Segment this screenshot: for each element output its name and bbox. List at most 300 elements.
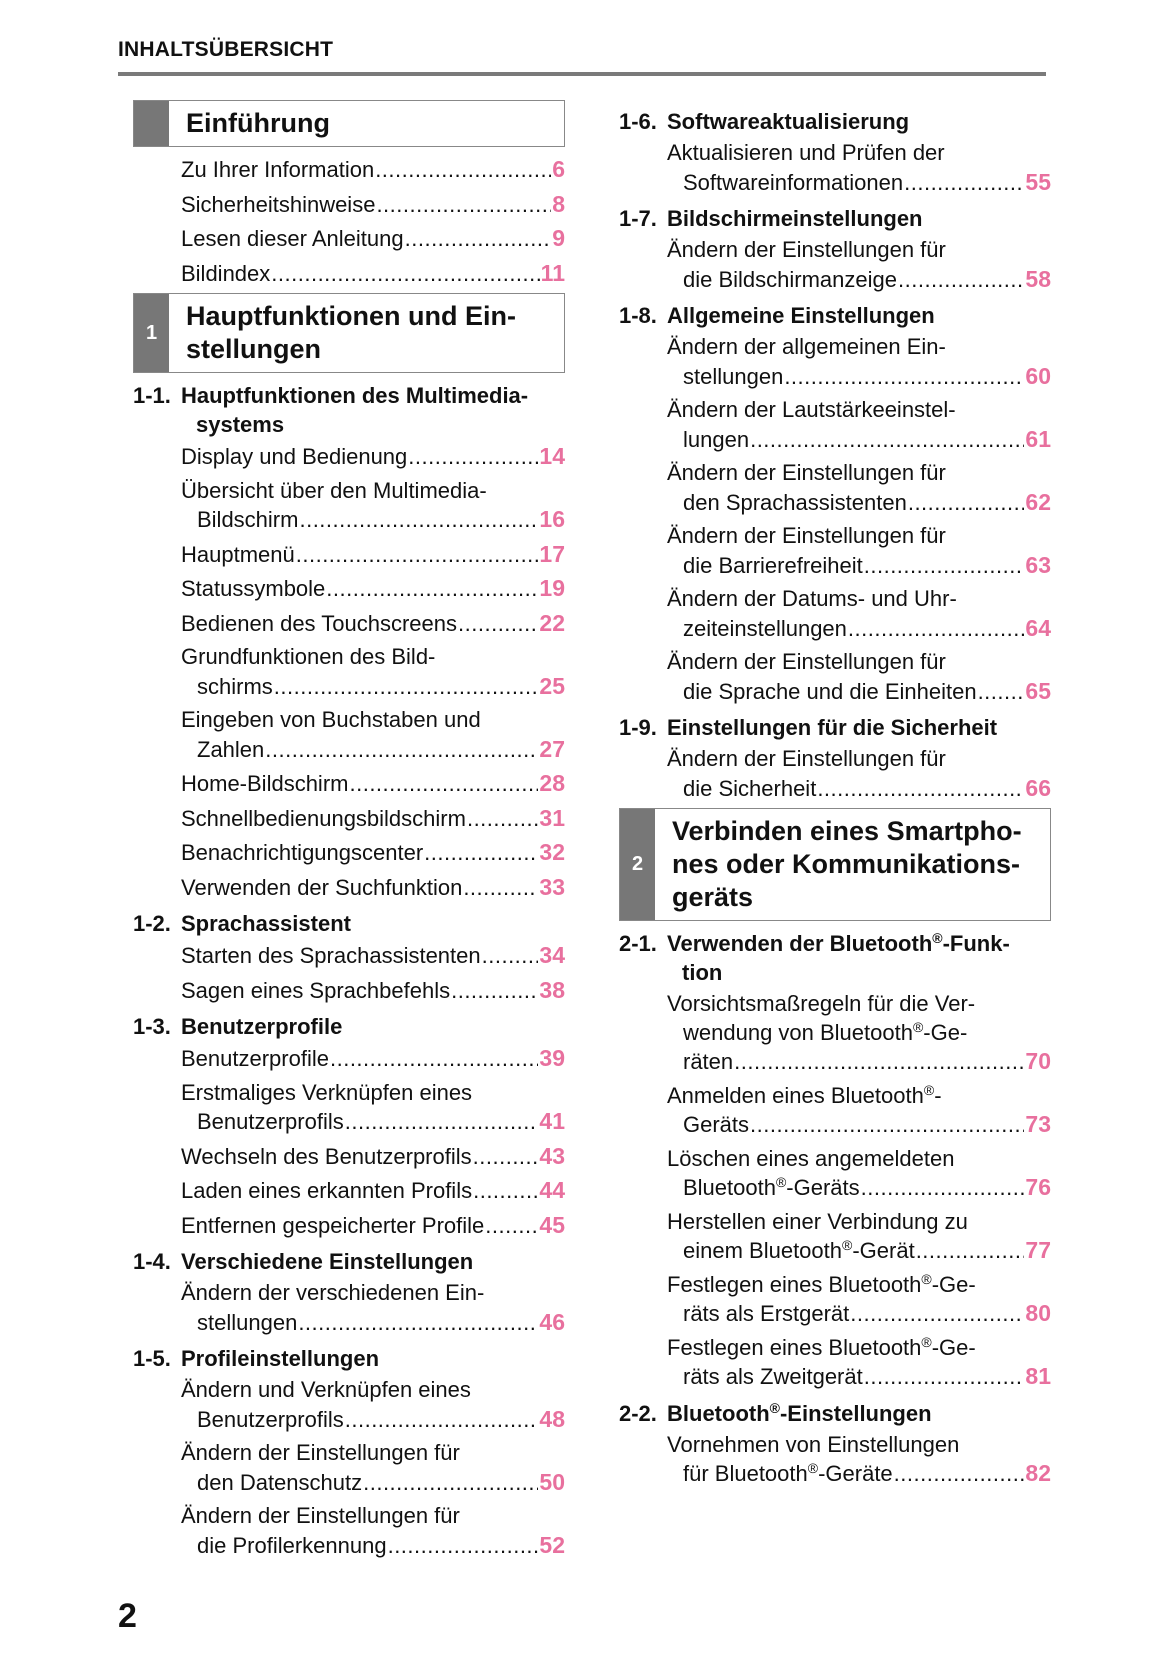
toc-entry-line: Ändern der Einstellungen für bbox=[667, 460, 946, 485]
toc-entry[interactable] bbox=[667, 459, 1051, 517]
toc-entry[interactable] bbox=[181, 1079, 565, 1137]
toc-entry-line: Ändern der Einstellungen für bbox=[667, 523, 946, 548]
section-heading[interactable] bbox=[133, 909, 565, 938]
toc-right-column bbox=[619, 100, 1051, 1494]
page-reference[interactable]: 65 bbox=[1025, 677, 1051, 704]
dot-leader bbox=[904, 169, 1024, 198]
toc-entry-line: Ändern der Lautstärkeeinstel- bbox=[667, 397, 956, 422]
page-reference[interactable]: 55 bbox=[1025, 168, 1051, 195]
toc-entry[interactable] bbox=[667, 139, 1051, 197]
section-heading[interactable] bbox=[619, 1399, 1051, 1428]
toc-entry[interactable] bbox=[667, 648, 1051, 706]
dot-leader bbox=[326, 575, 538, 604]
chapter-heading bbox=[619, 808, 1051, 921]
toc-entry-line: Vorsichtsmaßregeln für die Ver- bbox=[667, 991, 976, 1016]
dot-leader bbox=[349, 770, 538, 799]
page-reference[interactable]: 17 bbox=[539, 540, 565, 567]
toc-entry-text: Bildschirm bbox=[197, 507, 299, 532]
section-title bbox=[667, 929, 1051, 987]
page-reference[interactable]: 44 bbox=[539, 1177, 565, 1203]
toc-entry-line bbox=[181, 1531, 565, 1561]
dot-leader bbox=[458, 610, 538, 639]
toc-entry-line bbox=[181, 505, 565, 535]
toc-entry-text: die Profilerkennung bbox=[197, 1532, 387, 1558]
toc-entry-text: Lesen dieser Anleitung bbox=[181, 226, 404, 251]
chapter-tab bbox=[134, 101, 169, 146]
toc-entry-text: Sagen eines Sprachbefehls bbox=[181, 977, 451, 1003]
toc-entry[interactable] bbox=[667, 1082, 1051, 1140]
toc-entry[interactable] bbox=[667, 333, 1051, 391]
toc-entry-text: lungen bbox=[683, 426, 750, 452]
page-reference[interactable]: 45 bbox=[539, 1211, 565, 1238]
toc-entry-line bbox=[181, 155, 565, 185]
page-reference[interactable]: 6 bbox=[552, 156, 565, 182]
chapter-title bbox=[655, 809, 1030, 920]
toc-entry-line bbox=[181, 224, 565, 254]
section-title bbox=[667, 301, 1051, 330]
dot-leader bbox=[408, 443, 538, 472]
toc-entry-line bbox=[181, 1107, 565, 1137]
toc-entry-text: Zu Ihrer Information bbox=[181, 157, 375, 182]
toc-entry[interactable] bbox=[667, 1208, 1051, 1266]
section-number: 1-4. bbox=[133, 1249, 171, 1274]
toc-entry-line: Vornehmen von Einstellungen bbox=[667, 1431, 960, 1457]
toc-entry-text: den Datenschutz bbox=[197, 1469, 363, 1495]
toc-left-column bbox=[133, 100, 565, 1565]
dot-leader bbox=[463, 874, 538, 903]
dot-leader bbox=[817, 775, 1024, 804]
toc-entry-text: Zahlen bbox=[197, 736, 265, 762]
toc-entry-text: räten bbox=[683, 1049, 734, 1074]
toc-entry-line: Ändern der Einstellungen für bbox=[667, 746, 946, 771]
chapter-title: Einführung bbox=[186, 108, 330, 138]
dot-leader bbox=[864, 1363, 1025, 1392]
toc-entry-line bbox=[181, 1308, 565, 1338]
section-heading[interactable] bbox=[619, 929, 1051, 987]
toc-entry-text: Verwenden der Suchfunktion bbox=[181, 874, 463, 900]
dot-leader bbox=[485, 1212, 538, 1241]
toc-entry[interactable] bbox=[181, 706, 565, 764]
section-title bbox=[181, 1344, 565, 1373]
toc-entry[interactable] bbox=[181, 224, 565, 254]
section-heading[interactable] bbox=[133, 1247, 565, 1276]
dot-leader bbox=[482, 942, 539, 971]
toc-entry[interactable] bbox=[667, 1334, 1051, 1392]
toc-entry-text: für Bluetooth®-Geräte bbox=[683, 1460, 893, 1486]
section-number: 1-9. bbox=[619, 715, 657, 740]
toc-entry-line bbox=[181, 735, 565, 765]
section-heading[interactable] bbox=[133, 381, 565, 439]
page-reference[interactable]: 58 bbox=[1025, 265, 1051, 292]
dot-leader bbox=[850, 1300, 1024, 1329]
section-heading[interactable] bbox=[619, 107, 1051, 136]
toc-entry-text: Softwareinformationen bbox=[683, 169, 904, 195]
page-reference[interactable]: 14 bbox=[539, 443, 565, 469]
toc-entry-text: räts als Erstgerät bbox=[683, 1301, 850, 1326]
dot-leader bbox=[473, 1143, 539, 1172]
chapter-heading bbox=[133, 100, 565, 147]
section-number: 1-7. bbox=[619, 206, 657, 231]
section-title-line: Verwenden der Bluetooth®-Funk- bbox=[667, 930, 1010, 956]
toc-entry[interactable] bbox=[181, 540, 565, 570]
toc-entry-text: Benutzerprofils bbox=[197, 1109, 344, 1134]
toc-entry-line: Ändern der allgemeinen Ein- bbox=[667, 334, 946, 359]
toc-entry-line bbox=[181, 941, 565, 971]
section-title-line: Allgemeine Einstellungen bbox=[667, 303, 935, 328]
toc-entry-line bbox=[667, 1362, 1051, 1392]
section-title bbox=[667, 107, 1051, 136]
toc-entry[interactable] bbox=[181, 190, 565, 220]
toc-entry-text: Benutzerprofile bbox=[181, 1046, 329, 1071]
page-reference[interactable]: 66 bbox=[1025, 774, 1051, 801]
section-number: 1-8. bbox=[619, 303, 657, 328]
toc-entry-line bbox=[667, 614, 1051, 644]
toc-entry-line bbox=[667, 551, 1051, 581]
section-title-line: Bildschirmeinstellungen bbox=[667, 206, 923, 231]
toc-entry-line bbox=[667, 1173, 1051, 1203]
dot-leader bbox=[916, 1237, 1025, 1266]
toc-entry-text: Laden eines erkannten Profils bbox=[181, 1178, 473, 1203]
page-reference[interactable]: 64 bbox=[1025, 614, 1051, 641]
toc-entry-text: Wechseln des Benutzerprofils bbox=[181, 1143, 472, 1169]
section-title bbox=[181, 1247, 565, 1276]
chapter-tab: 1 bbox=[134, 294, 169, 372]
dot-leader bbox=[274, 673, 539, 702]
page-reference[interactable]: 25 bbox=[539, 672, 565, 699]
chapter-title-line: geräts bbox=[672, 882, 754, 912]
dot-leader bbox=[898, 266, 1024, 295]
toc-entry[interactable] bbox=[181, 1176, 565, 1206]
toc-entry-line: Erstmaliges Verknüpfen eines bbox=[181, 1079, 473, 1105]
dot-leader bbox=[848, 615, 1025, 644]
section-title-line: Bluetooth®-Einstellungen bbox=[667, 1399, 932, 1426]
header-divider bbox=[118, 72, 1046, 76]
page-reference[interactable]: 60 bbox=[1025, 362, 1051, 389]
toc-entry-text: schirms bbox=[197, 673, 273, 699]
page-reference[interactable]: 48 bbox=[539, 1405, 565, 1432]
toc-entry-text: stellungen bbox=[683, 363, 784, 389]
section-number: 1-3. bbox=[133, 1014, 171, 1039]
toc-entry-line bbox=[181, 442, 565, 472]
section-title-line: Hauptfunktionen des Multimedia- bbox=[181, 383, 529, 408]
page-reference[interactable]: 11 bbox=[540, 259, 565, 286]
toc-entry-line: wendung von Bluetooth®-Ge- bbox=[683, 1018, 968, 1045]
toc-entry-text: Hauptmenü bbox=[181, 541, 295, 567]
page-reference[interactable]: 43 bbox=[539, 1142, 565, 1169]
section-heading[interactable] bbox=[133, 1012, 565, 1041]
toc-entry[interactable] bbox=[181, 1142, 565, 1172]
dot-leader bbox=[330, 1045, 538, 1074]
toc-entry-line bbox=[181, 1405, 565, 1435]
toc-entry-text: Bluetooth®-Geräts bbox=[683, 1174, 860, 1200]
page-reference[interactable]: 19 bbox=[539, 575, 565, 601]
toc-entry-line: Ändern der Datums- und Uhr- bbox=[667, 586, 957, 611]
chapter-title-line: stellungen bbox=[186, 334, 322, 364]
toc-entry-line: Ändern der Einstellungen für bbox=[667, 237, 946, 262]
page-reference[interactable]: 31 bbox=[539, 804, 565, 831]
toc-entry-text: Schnellbedienungsbildschirm bbox=[181, 805, 466, 831]
dot-leader bbox=[861, 1174, 1025, 1203]
chapter-tab: 2 bbox=[620, 809, 655, 920]
toc-entry-line bbox=[181, 540, 565, 570]
section-title-line: Verschiedene Einstellungen bbox=[181, 1249, 474, 1274]
toc-entry-line bbox=[667, 1299, 1051, 1329]
page-reference[interactable]: 33 bbox=[539, 873, 565, 900]
page-reference[interactable]: 61 bbox=[1025, 425, 1051, 452]
page-reference[interactable]: 76 bbox=[1025, 1174, 1051, 1200]
toc-entry-line bbox=[181, 1211, 565, 1241]
section-title-line: Sprachassistent bbox=[181, 911, 351, 936]
toc-entry-line bbox=[667, 1047, 1051, 1077]
toc-entry-line bbox=[181, 976, 565, 1006]
toc-entry[interactable] bbox=[181, 976, 565, 1006]
dot-leader bbox=[363, 1469, 538, 1498]
toc-entry-line bbox=[667, 168, 1051, 198]
page-reference[interactable]: 82 bbox=[1025, 1460, 1051, 1486]
section-title bbox=[181, 381, 565, 439]
page-reference[interactable]: 22 bbox=[539, 609, 565, 636]
dot-leader bbox=[375, 156, 551, 185]
dot-leader bbox=[908, 489, 1025, 518]
toc-entry-line bbox=[181, 1044, 565, 1074]
toc-entry[interactable] bbox=[667, 522, 1051, 580]
toc-entry[interactable] bbox=[181, 873, 565, 903]
page-reference[interactable]: 39 bbox=[539, 1045, 565, 1071]
section-title bbox=[667, 713, 1051, 742]
toc-entry[interactable] bbox=[181, 1502, 565, 1560]
toc-entry[interactable] bbox=[181, 1211, 565, 1241]
toc-entry-line: Übersicht über den Multimedia- bbox=[181, 477, 487, 503]
dot-leader bbox=[894, 1460, 1025, 1489]
page-reference[interactable]: 34 bbox=[539, 942, 565, 968]
toc-entry-text: Statussymbole bbox=[181, 576, 326, 601]
toc-entry-line bbox=[181, 259, 565, 289]
toc-entry-line bbox=[181, 609, 565, 639]
page-reference[interactable]: 27 bbox=[539, 735, 565, 762]
toc-entry-text: die Sprache und die Einheiten bbox=[683, 678, 977, 704]
toc-entry[interactable] bbox=[181, 609, 565, 639]
toc-entry-text: Sicherheitshinweise bbox=[181, 191, 376, 217]
toc-entry-line bbox=[667, 677, 1051, 707]
toc-entry-line bbox=[181, 838, 565, 868]
toc-entry[interactable] bbox=[181, 477, 565, 535]
toc-entry[interactable] bbox=[181, 574, 565, 604]
toc-entry-text: stellungen bbox=[197, 1309, 298, 1335]
toc-entry[interactable] bbox=[667, 1431, 1051, 1489]
section-number: 1-2. bbox=[133, 911, 171, 936]
toc-entry[interactable] bbox=[181, 1376, 565, 1434]
toc-entry-line: Ändern der Einstellungen für bbox=[181, 1440, 460, 1465]
toc-entry-line bbox=[181, 672, 565, 702]
section-title-line: systems bbox=[196, 412, 285, 437]
dot-leader bbox=[784, 363, 1024, 392]
toc-entry[interactable] bbox=[181, 1279, 565, 1337]
section-title-line: Profileinstellungen bbox=[181, 1346, 380, 1371]
page-reference[interactable]: 38 bbox=[539, 976, 565, 1003]
section-title bbox=[181, 909, 565, 938]
page-reference[interactable]: 16 bbox=[539, 506, 565, 532]
section-title bbox=[667, 204, 1051, 233]
toc-entry-text: die Sicherheit bbox=[683, 775, 817, 801]
chapter-heading bbox=[133, 293, 565, 373]
toc-entry-line bbox=[667, 265, 1051, 295]
dot-leader bbox=[978, 678, 1025, 707]
toc-entry-text: Benachrichtigungscenter bbox=[181, 840, 424, 865]
toc-entry-line: Herstellen einer Verbindung zu bbox=[667, 1208, 968, 1234]
toc-entry-line bbox=[181, 1142, 565, 1172]
dot-leader bbox=[298, 1309, 538, 1338]
section-number: 1-6. bbox=[619, 109, 657, 134]
toc-entry-line: Ändern und Verknüpfen eines bbox=[181, 1377, 471, 1402]
section-number: 2-1. bbox=[619, 931, 657, 956]
section-title bbox=[667, 1399, 1051, 1428]
toc-entry-line bbox=[667, 774, 1051, 804]
section-heading[interactable] bbox=[619, 713, 1051, 742]
toc-entry-line: Ändern der Einstellungen für bbox=[181, 1503, 460, 1528]
chapter-title-line: Verbinden eines Smartpho- bbox=[672, 816, 1022, 846]
section-title-line: Softwareaktualisierung bbox=[667, 109, 910, 134]
section-heading[interactable] bbox=[619, 204, 1051, 233]
dot-leader bbox=[473, 1177, 538, 1206]
toc-entry[interactable] bbox=[181, 941, 565, 971]
page-reference[interactable]: 41 bbox=[539, 1108, 565, 1134]
page-reference[interactable]: 50 bbox=[539, 1468, 565, 1495]
dot-leader bbox=[750, 426, 1024, 455]
dot-leader bbox=[405, 225, 552, 254]
toc-entry-line bbox=[667, 1459, 1051, 1489]
toc-entry-text: Entfernen gespeicherter Profile bbox=[181, 1212, 485, 1238]
toc-entry[interactable] bbox=[181, 838, 565, 868]
section-title bbox=[181, 1012, 565, 1041]
toc-entry-text: einem Bluetooth®-Gerät bbox=[683, 1237, 915, 1263]
toc-entry[interactable] bbox=[181, 442, 565, 472]
page-reference[interactable]: 62 bbox=[1025, 488, 1051, 515]
page-reference[interactable]: 70 bbox=[1025, 1048, 1051, 1074]
toc-entry-line bbox=[667, 1236, 1051, 1266]
toc-entry[interactable] bbox=[181, 804, 565, 834]
toc-entry-line: Anmelden eines Bluetooth®- bbox=[667, 1081, 942, 1108]
toc-entry[interactable] bbox=[667, 236, 1051, 294]
section-heading[interactable] bbox=[133, 1344, 565, 1373]
dot-leader bbox=[864, 552, 1025, 581]
toc-entry[interactable] bbox=[667, 1145, 1051, 1203]
toc-entry-line bbox=[181, 769, 565, 799]
page-reference[interactable]: 9 bbox=[552, 225, 565, 251]
page-reference[interactable]: 8 bbox=[552, 190, 565, 217]
toc-entry-line bbox=[667, 488, 1051, 518]
dot-leader bbox=[265, 736, 538, 765]
toc-entry[interactable] bbox=[667, 585, 1051, 643]
toc-entry-line: Ändern der verschiedenen Ein- bbox=[181, 1280, 485, 1305]
page-reference[interactable]: 52 bbox=[539, 1531, 565, 1558]
dot-leader bbox=[451, 977, 538, 1006]
toc-entry[interactable] bbox=[667, 1271, 1051, 1329]
toc-entry-text: Home-Bildschirm bbox=[181, 771, 349, 796]
toc-entry-text: Starten des Sprachassistenten bbox=[181, 943, 481, 968]
toc-entry-line: Aktualisieren und Prüfen der bbox=[667, 140, 945, 165]
dot-leader bbox=[299, 506, 538, 535]
toc-entry-line bbox=[181, 190, 565, 220]
section-title-line: tion bbox=[682, 960, 723, 985]
toc-entry[interactable] bbox=[181, 643, 565, 701]
page-reference[interactable]: 80 bbox=[1025, 1300, 1051, 1326]
toc-entry-line bbox=[181, 873, 565, 903]
section-number: 1-5. bbox=[133, 1346, 171, 1371]
dot-leader bbox=[271, 260, 539, 289]
toc-entry-line bbox=[181, 574, 565, 604]
toc-entry[interactable] bbox=[181, 1439, 565, 1497]
toc-entry-line: Festlegen eines Bluetooth®-Ge- bbox=[667, 1333, 976, 1360]
toc-entry[interactable] bbox=[181, 259, 565, 289]
toc-entry-line bbox=[667, 362, 1051, 392]
page-reference[interactable]: 77 bbox=[1025, 1237, 1051, 1263]
toc-entry[interactable] bbox=[667, 745, 1051, 803]
section-title-line: Einstellungen für die Sicherheit bbox=[667, 715, 998, 740]
toc-entry[interactable] bbox=[181, 155, 565, 185]
toc-entry-line bbox=[181, 1468, 565, 1498]
section-number: 1-1. bbox=[133, 383, 171, 408]
toc-entry[interactable] bbox=[181, 769, 565, 799]
dot-leader bbox=[388, 1532, 539, 1561]
toc-entry-text: Benutzerprofils bbox=[197, 1406, 344, 1432]
section-title-line: Benutzerprofile bbox=[181, 1014, 343, 1039]
toc-entry-text: den Sprachassistenten bbox=[683, 489, 907, 515]
dot-leader bbox=[345, 1406, 539, 1435]
toc-entry-line: Festlegen eines Bluetooth®-Ge- bbox=[667, 1270, 976, 1297]
toc-entry-line: Ändern der Einstellungen für bbox=[667, 649, 946, 674]
toc-entry[interactable] bbox=[667, 396, 1051, 454]
toc-entry-line: Eingeben von Buchstaben und bbox=[181, 707, 481, 732]
page-reference[interactable]: 28 bbox=[539, 770, 565, 796]
toc-entry[interactable] bbox=[181, 1044, 565, 1074]
dot-leader bbox=[750, 1111, 1024, 1140]
dot-leader bbox=[424, 839, 538, 868]
toc-entry-text: die Barrierefreiheit bbox=[683, 552, 863, 578]
toc-entry-line bbox=[667, 1110, 1051, 1140]
toc-entry-text: Geräts bbox=[683, 1112, 750, 1137]
toc-entry-line bbox=[181, 1176, 565, 1206]
dot-leader bbox=[345, 1108, 539, 1137]
toc-entry-line bbox=[181, 804, 565, 834]
page-reference[interactable]: 63 bbox=[1025, 551, 1051, 578]
page-reference[interactable]: 46 bbox=[539, 1308, 565, 1335]
toc-entry-text: räts als Zweitgerät bbox=[683, 1364, 863, 1389]
chapter-title-line: nes oder Kommunikations- bbox=[672, 849, 1021, 879]
page-header-title: INHALTSÜBERSICHT bbox=[118, 38, 334, 61]
toc-entry-text: die Bildschirmanzeige bbox=[683, 266, 897, 292]
toc-entry-text: Display und Bedienung bbox=[181, 444, 408, 469]
dot-leader bbox=[296, 541, 539, 570]
dot-leader bbox=[376, 191, 551, 220]
chapter-title bbox=[169, 294, 524, 372]
section-number: 2-2. bbox=[619, 1400, 657, 1426]
toc-entry-line bbox=[667, 425, 1051, 455]
page-number: 2 bbox=[118, 1597, 137, 1635]
chapter-title-line: Hauptfunktionen und Ein- bbox=[186, 301, 516, 331]
section-heading[interactable] bbox=[619, 301, 1051, 330]
toc-entry-line: Grundfunktionen des Bild- bbox=[181, 644, 436, 669]
dot-leader bbox=[734, 1048, 1024, 1077]
toc-entry-text: Bedienen des Touchscreens bbox=[181, 610, 458, 636]
toc-entry-line: Löschen eines angemeldeten bbox=[667, 1145, 955, 1171]
page-reference[interactable]: 73 bbox=[1025, 1111, 1051, 1137]
page-reference[interactable]: 81 bbox=[1025, 1363, 1051, 1389]
toc-entry[interactable] bbox=[667, 990, 1051, 1077]
dot-leader bbox=[467, 805, 538, 834]
toc-entry-text: Bildindex bbox=[181, 260, 271, 286]
page-reference[interactable]: 32 bbox=[539, 839, 565, 865]
toc-entry-text: zeiteinstellungen bbox=[683, 615, 847, 641]
